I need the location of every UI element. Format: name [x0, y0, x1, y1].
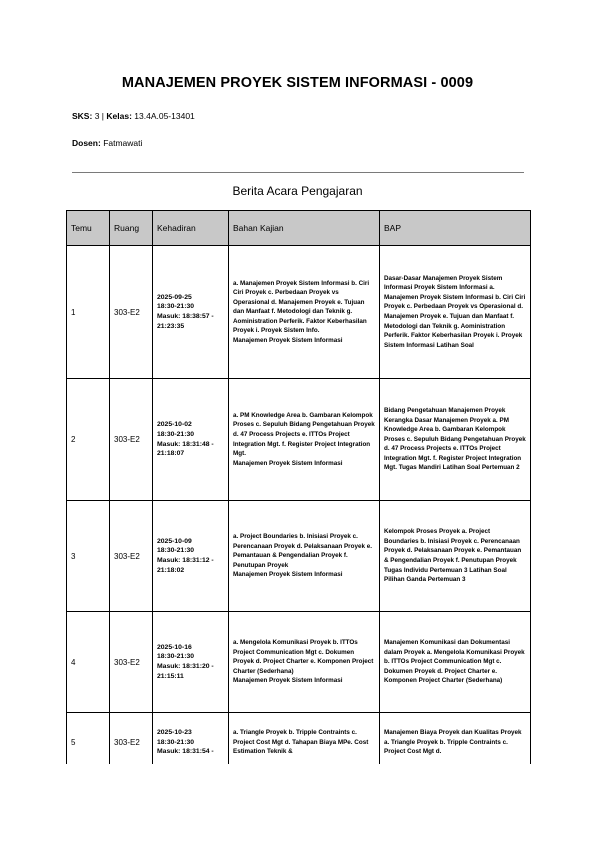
bahan-kajian-cell: a. Mengelola Komunikasi Proyek b. ITTOs Project Communication Mgt c. Dokumen Proyek d. Project Charter e. Komponen Project Charter (Sederhana) Manajemen Proyek Sistem Informasi [229, 612, 380, 713]
kehadiran-cell: 2025-10-23 18:30-21:30 Masuk: 18:31:54 - [153, 713, 229, 773]
temu-cell: 1 [67, 246, 110, 379]
meta-separator: | [101, 111, 105, 121]
bap-cell: Kelompok Proses Proyek a. Project Boundaries b. Inisiasi Proyek c. Perencanaan Proyek d. Pelaksanaan Proyek e. Pemantauan & Pengendalian Proyek f. Penutupan Proyek Tugas Individu Pertemuan 3 Latihan Soal Pilihan Ganda Pertemuan 3 [380, 501, 531, 612]
ruang-cell: 303-E2 [110, 501, 153, 612]
temu-cell: 4 [67, 612, 110, 713]
table-row [67, 379, 531, 501]
kehadiran-cell: 2025-10-02 18:30-21:30 Masuk: 18:31:48 - 21:18:07 [153, 379, 229, 501]
table-row [67, 501, 531, 612]
ruang-cell: 303-E2 [110, 379, 153, 501]
bahan-kajian-cell: a. Triangle Proyek b. Tripple Contraints c. Project Cost Mgt d. Tahapan Biaya MPe. Cost Estimation Teknik & [229, 713, 380, 773]
page-bottom-margin [0, 764, 595, 842]
kelas-value: 13.4A.05-13401 [134, 111, 195, 121]
ruang-cell: 303-E2 [110, 612, 153, 713]
bap-cell: Dasar-Dasar Manajemen Proyek Sistem Informasi Proyek Sistem Informasi a. Manajemen Proyek Sistem Informasi b. Ciri Ciri Proyek c. Perbedaan Proyek vs Operasional d. Manajemen Proyek e. Tujuan dan Manfaat f. Metodologi dan Teknik g. Aoministration Perferik. Faktor Keberhasilan Proyek i. Proyek Sistem Informasi Latihan Soal [380, 246, 531, 379]
kehadiran-cell: 2025-10-09 18:30-21:30 Masuk: 18:31:12 - 21:18:02 [153, 501, 229, 612]
temu-cell: 2 [67, 379, 110, 501]
header-kehadiran: Kehadiran [153, 211, 229, 246]
teaching-report-table [66, 210, 531, 773]
header-temu: Temu [67, 211, 110, 246]
bahan-kajian-cell: a. PM Knowledge Area b. Gambaran Kelompok Proses c. Sepuluh Bidang Pengetahuan Proyek d. 47 Process Projects e. ITTOs Project Integration Mgt. f. Register Project Integration Mgt. Manajemen Proyek Sistem Informasi [229, 379, 380, 501]
bahan-kajian-cell: a. Manajemen Proyek Sistem Informasi b. Ciri Ciri Proyek c. Perbedaan Proyek vs Operasional d. Manajemen Proyek e. Tujuan dan Manfaat f. Metodologi dan Teknik g. Aoministration Perferik. Faktor Keberhasilan Proyek i. Proyek Sistem Info. Manajemen Proyek Sistem Informasi [229, 246, 380, 379]
dosen-value: Fatmawati [103, 138, 143, 148]
bahan-kajian-cell: a. Project Boundaries b. Inisiasi Proyek c. Perencanaan Proyek d. Pelaksanaan Proyek e. Pemantauan & Pengendalian Proyek f. Penutupan Proyek Manajemen Proyek Sistem Informasi [229, 501, 380, 612]
kelas-label: Kelas: [106, 111, 132, 121]
bap-cell: Manajemen Biaya Proyek dan Kualitas Proyek a. Triangle Proyek b. Tripple Contraints c. Project Cost Mgt d. [380, 713, 531, 773]
sks-label: SKS: [72, 111, 93, 121]
kehadiran-cell: 2025-10-16 18:30-21:30 Masuk: 18:31:20 - 21:15:11 [153, 612, 229, 713]
course-meta [72, 111, 195, 121]
header-ruang: Ruang [110, 211, 153, 246]
kehadiran-cell: 2025-09-25 18:30-21:30 Masuk: 18:38:57 - 21:23:35 [153, 246, 229, 379]
sks-value: 3 [94, 111, 100, 121]
temu-cell: 3 [67, 501, 110, 612]
bap-cell: Bidang Pengetahuan Manajemen Proyek Kerangka Dasar Manajemen Proyek a. PM Knowledge Area b. Gambaran Kelompok Proses c. Sepuluh Bidang Pengetahuan Proyek d. 47 Process Projects e. ITTOs Project Integration Mgt. f. Register Project Integration Mgt. Tugas Mandiri Latihan Soal Pertemuan 2 [380, 379, 531, 501]
header-bahan-kajian: Bahan Kajian [229, 211, 380, 246]
bap-cell: Manajemen Komunikasi dan Dokumentasi dalam Proyek a. Mengelola Komunikasi Proyek b. ITTOs Project Communication Mgt c. Dokumen Proyek d. Project Charter e. Komponen Project Charter (Sederhana) [380, 612, 531, 713]
dosen-label: Dosen: [72, 138, 101, 148]
table-row [67, 612, 531, 713]
ruang-cell: 303-E2 [110, 713, 153, 773]
table-header-row [67, 211, 531, 246]
header-bap: BAP [380, 211, 531, 246]
table-row [67, 246, 531, 379]
ruang-cell: 303-E2 [110, 246, 153, 379]
section-title: Berita Acara Pengajaran [232, 184, 363, 198]
temu-cell: 5 [67, 713, 110, 773]
lecturer-line [72, 138, 142, 148]
divider [72, 172, 524, 173]
course-title: MANAJEMEN PROYEK SISTEM INFORMASI - 0009 [121, 75, 474, 91]
